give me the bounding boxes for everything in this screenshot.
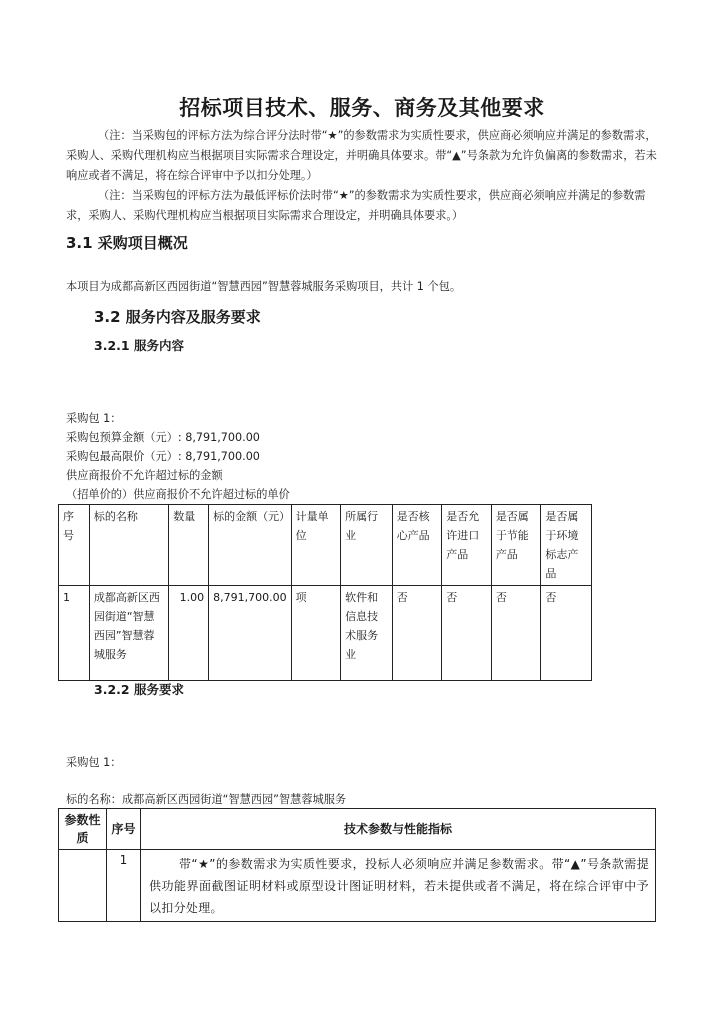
header-cell: 是否核心产品 — [392, 505, 442, 586]
header-seq: 序号 — [107, 809, 141, 850]
header-cell: 标的名称 — [89, 505, 168, 586]
section-3-2-1-heading: 3.2.1 服务内容 — [94, 338, 184, 353]
document-title: 招标项目技术、服务、商务及其他要求 — [179, 96, 545, 120]
cell-quantity: 1.00 — [169, 586, 209, 681]
scoring-note-lowest-price: （注：当采购包的评标方法为最低评标价法时带“★”的参数需求为实质性要求，供应商必须响应并满足的参数需求，采购人、采购代理机构应当根据项目实际需求合理设定，并明确具体要求。） — [66, 189, 646, 222]
price-rule-unit: （招单价的）供应商报价不允许超过标的单价 — [66, 488, 290, 501]
section-3-2-2-heading: 3.2.2 服务要求 — [94, 682, 184, 697]
header-cell: 序号 — [59, 505, 90, 586]
section-3-1-heading: 3.1 采购项目概况 — [66, 234, 188, 252]
header-cell: 标的金额（元） — [209, 505, 291, 586]
package-label: 采购包 1： — [66, 412, 122, 425]
header-tech-params: 技术参数与性能指标 — [141, 809, 656, 850]
header-cell: 数量 — [169, 505, 209, 586]
project-overview-text: 本项目为成都高新区西园街道“智慧西园”智慧蓉城服务采购项目，共计 1 个包。 — [66, 280, 462, 293]
cell-tech-params: 带“★”的参数需求为实质性要求，投标人必须响应并满足参数需求。带“▲”号条款需提供功能界面截图证明材料或原型设计图证明材料，若未提供或者不满足，将在综合评审中予以扣分处理。 — [141, 850, 656, 922]
cell-item-name: 成都高新区西园街道“智慧西园”智慧蓉城服务 — [89, 586, 168, 681]
table-row — [59, 586, 592, 681]
cell-seq: 1 — [107, 850, 141, 922]
section-3-2-heading: 3.2 服务内容及服务要求 — [94, 308, 261, 326]
header-cell: 计量单位 — [291, 505, 341, 586]
cell-unit: 项 — [291, 586, 341, 681]
service-items-table — [58, 504, 592, 681]
cell-eco-label: 否 — [541, 586, 592, 681]
table-row — [59, 850, 656, 922]
cell-param-nature — [59, 850, 107, 922]
cell-industry: 软件和信息技术服务业 — [341, 586, 393, 681]
item-name-label: 标的名称：成都高新区西园街道“智慧西园”智慧蓉城服务 — [66, 793, 347, 806]
cell-amount: 8,791,700.00 — [209, 586, 291, 681]
package-label-2: 采购包 1： — [66, 756, 122, 769]
cell-core-product: 否 — [392, 586, 442, 681]
package-budget: 采购包预算金额（元）: 8,791,700.00 — [66, 431, 260, 444]
header-cell: 是否属于环境标志产品 — [541, 505, 592, 586]
spec-header-row — [59, 809, 656, 850]
header-cell: 是否允许进口产品 — [442, 505, 492, 586]
cell-seq: 1 — [59, 586, 90, 681]
header-param-nature: 参数性质 — [59, 809, 107, 850]
header-cell: 是否属于节能产品 — [491, 505, 541, 586]
scoring-note-comprehensive: （注：当采购包的评标方法为综合评分法时带“★”的参数需求为实质性要求，供应商必须响应并满足的参数需求，采购人、采购代理机构应当根据项目实际需求合理设定，并明确具体要求。带“▲”号条款为允许负偏离的参数需求，若未响应或者不满足，将在综合评审中予以扣分处理。） — [66, 129, 657, 182]
table-header-row — [59, 505, 592, 586]
technical-spec-table — [58, 808, 656, 922]
package-max-price: 采购包最高限价（元）: 8,791,700.00 — [66, 450, 260, 463]
header-cell: 所属行业 — [341, 505, 393, 586]
price-rule-total: 供应商报价不允许超过标的金额 — [66, 469, 223, 482]
cell-import-allowed: 否 — [442, 586, 492, 681]
cell-energy-saving: 否 — [491, 586, 541, 681]
